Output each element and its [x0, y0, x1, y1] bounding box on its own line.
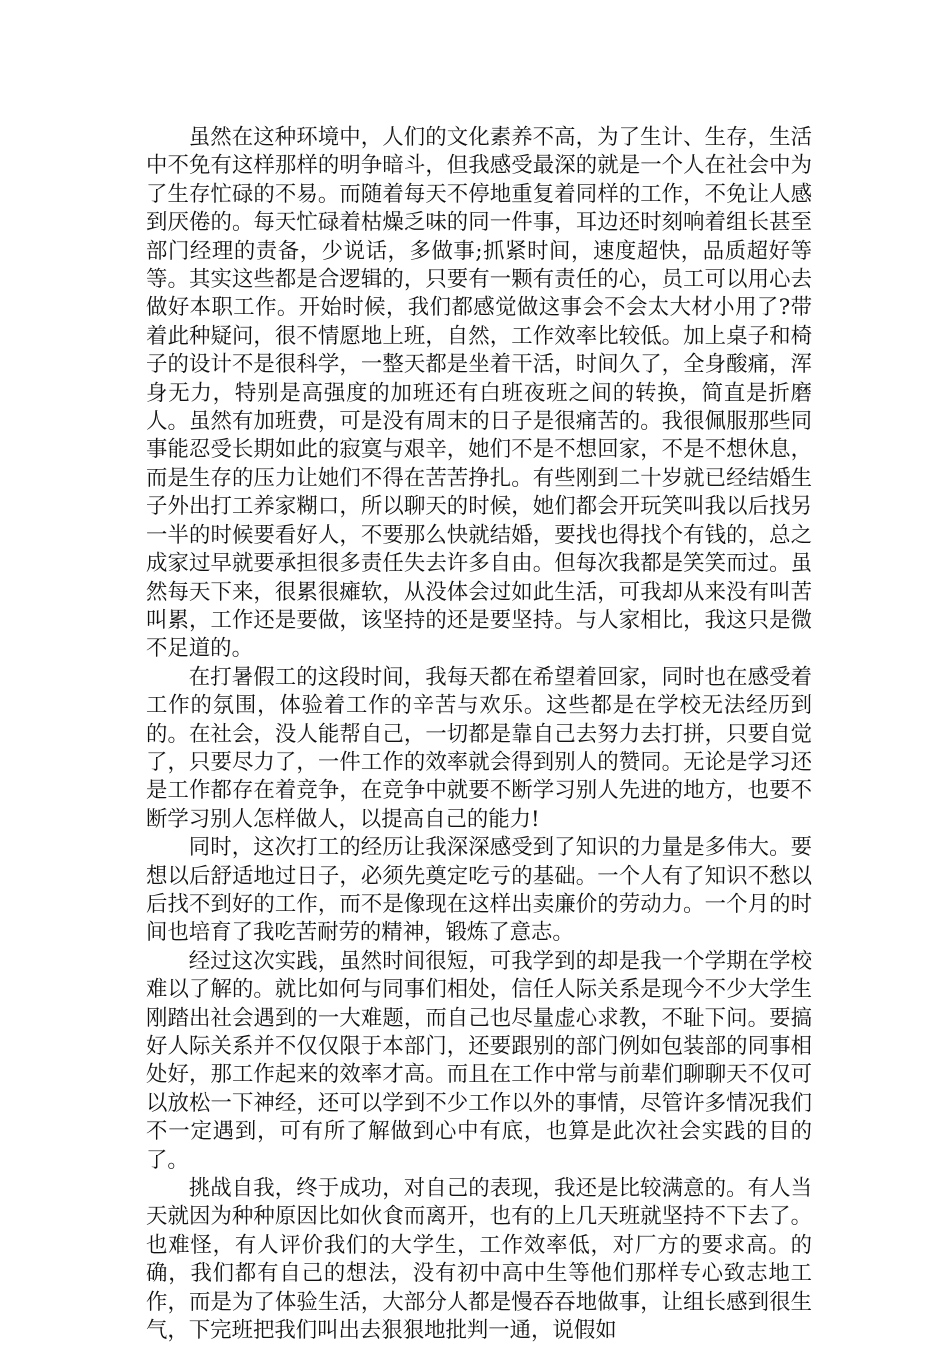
- paragraph-3: 同时，这次打工的经历让我深深感受到了知识的力量是多伟大。要想以后舒适地过日子，必须先奠定吃亏的基础。一个人有了知识不愁以后找不到好的工作，而不是像现在这样出卖廉价的劳动力。一个月的时间也培育了我吃苦耐劳的精神，锻炼了意志。: [146, 835, 812, 946]
- paragraph-2: 在打暑假工的这段时间，我每天都在希望着回家，同时也在感受着工作的氛围，体验着工作的辛苦与欢乐。这些都是在学校无法经历到的。在社会，没人能帮自己，一切都是靠自己去努力去打拼，只要自觉了，只要尽力了，一件工作的效率就会得到别人的赞同。无论是学习还是工作都存在着竞争，在竞争中就要不断学习别人先进的地方，也要不断学习别人怎样做人，以提高自己的能力!: [146, 664, 812, 832]
- paragraph-5: 挑战自我，终于成功，对自己的表现，我还是比较满意的。有人当天就因为种种原因比如伙食而离开，也有的上几天班就坚持不下去了。也难怪，有人评价我们的大学生，工作效率低，对厂方的要求高。的确，我们都有自己的想法，没有初中高中生等他们那样专心致志地工作，而是为了体验生活，大部分人都是慢吞吞地做事，让组长感到很生气，下完班把我们叫出去狠狠地批判一通，说假如: [146, 1176, 812, 1344]
- paragraph-1: 虽然在这种环境中，人们的文化素养不高，为了生计、生存，生活中不免有这样那样的明争暗斗，但我感受最深的就是一个人在社会中为了生存忙碌的不易。而随着每天不停地重复着同样的工作，不免让人感到厌倦的。每天忙碌着枯燥乏味的同一件事，耳边还时刻响着组长甚至部门经理的责备，少说话，多做事;抓紧时间，速度超快，品质超好等等。其实这些都是合逻辑的，只要有一颗有责任的心，员工可以用心去做好本职工作。开始时候，我们都感觉做这事会不会太大材小用了?带着此种疑问，很不情愿地上班，自然，工作效率比较低。加上桌子和椅子的设计不是很科学，一整天都是坐着干活，时间久了，全身酸痛，浑身无力，特别是高强度的加班还有白班夜班之间的转换，简直是折磨人。虽然有加班费，可是没有周末的日子是很痛苦的。我很佩服那些同事能忍受长期如此的寂寞与艰辛，她们不是不想回家，不是不想休息，而是生存的压力让她们不得在苦苦挣扎。有些刚到二十岁就已经结婚生子外出打工养家糊口，所以聊天的时候，她们都会开玩笑叫我以后找另一半的时候要看好人，不要那么快就结婚，要找也得找个有钱的，总之成家过早就要承担很多责任失去许多自由。但每次我都是笑笑而过。虽然每天下来，很累很瘫软，从没体会过如此生活，可我却从来没有叫苦叫累，工作还是要做，该坚持的还是要坚持。与人家相比，我这只是微不足道的。: [146, 125, 812, 662]
- paragraph-4: 经过这次实践，虽然时间很短，可我学到的却是我一个学期在学校难以了解的。就比如何与同事们相处，信任人际关系是现今不少大学生刚踏出社会遇到的一大难题，而自己也尽量虚心求教，不耻下问。要搞好人际关系并不仅仅限于本部门，还要跟别的部门例如包装部的同事相处好，那工作起来的效率才高。而且在工作中常与前辈们聊聊天不仅可以放松一下神经，还可以学到不少工作以外的事情，尽管许多情况我们不一定遇到，可有所了解做到心中有底，也算是此次社会实践的目的了。: [146, 948, 812, 1173]
- document-body: [146, 124, 812, 1345]
